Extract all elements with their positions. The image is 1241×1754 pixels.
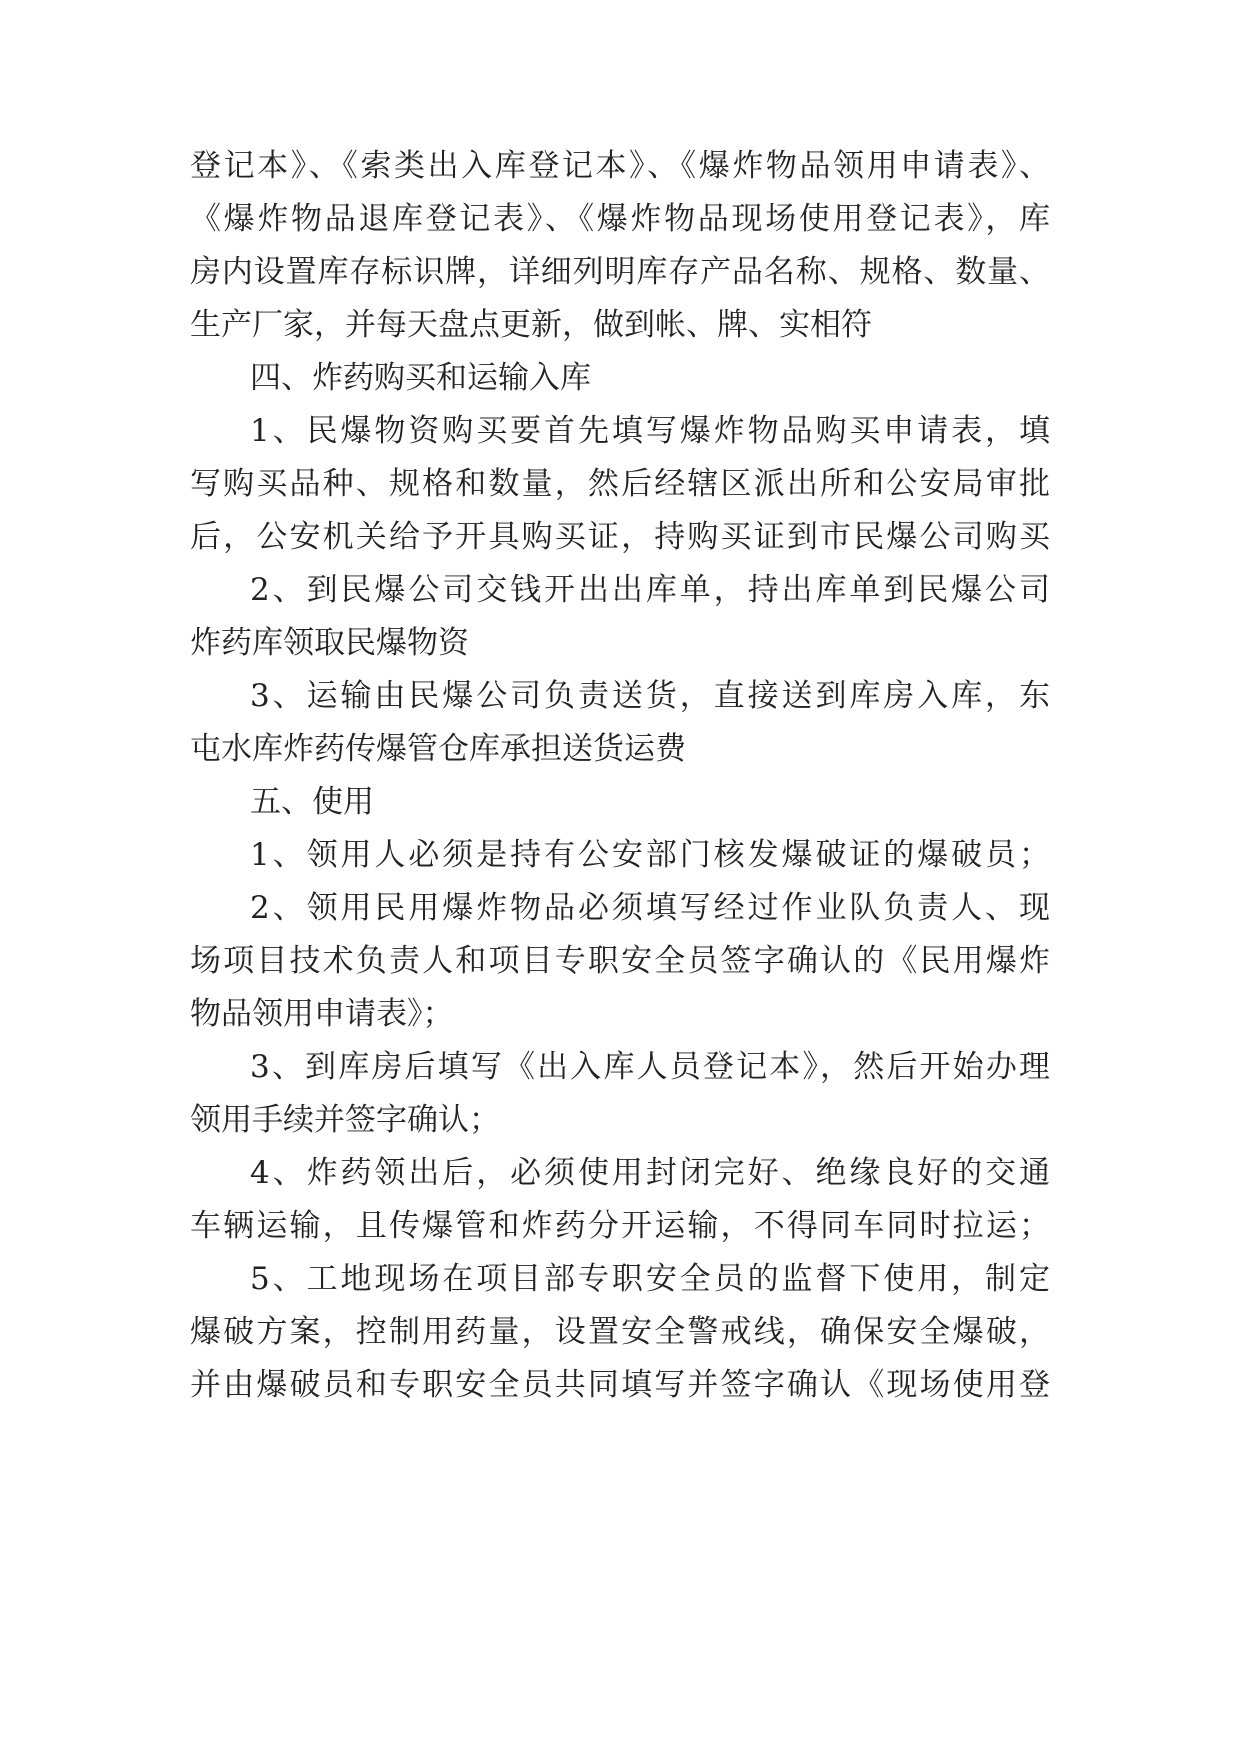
text-line: 房内设置库存标识牌，详细列明库存产品名称、规格、数量、 [190,254,1050,290]
text-line: 登记本》、《索类出入库登记本》、《爆炸物品领用申请表》、 [190,148,1050,184]
section-heading: 四、炸药购买和运输入库 [250,360,591,396]
text-line: 3、到库房后填写《出入库人员登记本》，然后开始办理 [250,1049,1050,1085]
text-line: 生产厂家，并每天盘点更新，做到帐、牌、实相符 [190,307,872,343]
text-line: 3、运输由民爆公司负责送货，直接送到库房入库，东 [250,678,1050,714]
text-line: 炸药库领取民爆物资 [190,625,469,661]
text-line: 1、民爆物资购买要首先填写爆炸物品购买申请表，填 [250,413,1050,449]
text-line: 屯水库炸药传爆管仓库承担送货运费 [190,731,686,767]
text-line: 5、工地现场在项目部专职安全员的监督下使用，制定 [250,1261,1050,1297]
text-line: 车辆运输，且传爆管和炸药分开运输，不得同车同时拉运； [190,1208,1050,1244]
text-line: 2、到民爆公司交钱开出出库单，持出库单到民爆公司 [250,572,1050,608]
text-line: 物品领用申请表》； [190,996,454,1032]
text-line: 4、炸药领出后，必须使用封闭完好、绝缘良好的交通 [250,1155,1050,1191]
text-line: 场项目技术负责人和项目专职安全员签字确认的《民用爆炸 [190,943,1050,979]
text-line: 后，公安机关给予开具购买证，持购买证到市民爆公司购买 [190,519,1050,555]
text-line: 2、领用民用爆炸物品必须填写经过作业队负责人、现 [250,890,1050,926]
text-line: 《爆炸物品退库登记表》、《爆炸物品现场使用登记表》，库 [190,201,1050,237]
text-line: 并由爆破员和专职安全员共同填写并签字确认《现场使用登 [190,1367,1050,1403]
text-line: 写购买品种、规格和数量，然后经辖区派出所和公安局审批 [190,466,1050,502]
text-line: 1、领用人必须是持有公安部门核发爆破证的爆破员； [250,837,1050,873]
text-line: 爆破方案，控制用药量，设置安全警戒线，确保安全爆破， [190,1314,1050,1350]
section-heading: 五、使用 [250,784,374,820]
text-line: 领用手续并签字确认； [190,1102,500,1138]
